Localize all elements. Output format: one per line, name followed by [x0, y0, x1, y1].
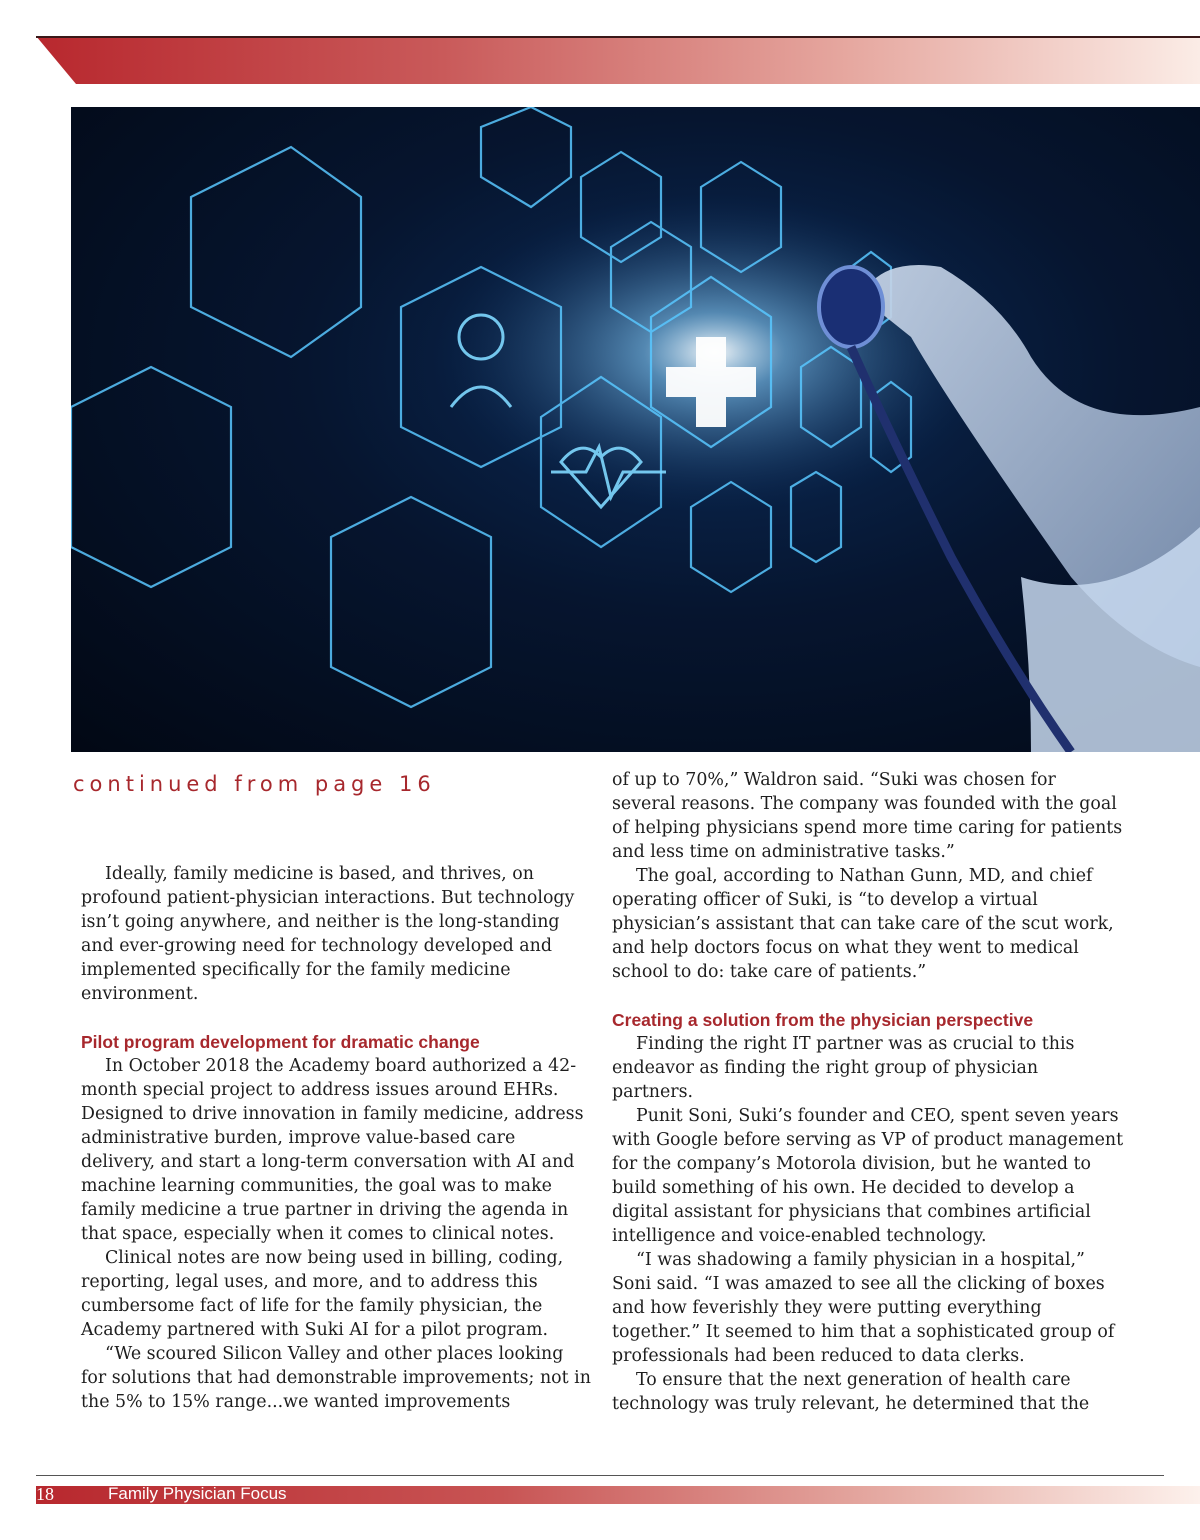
paragraph: Finding the right IT partner was as crucial to this endeavor as finding the right group of physician partners.	[612, 1034, 1075, 1102]
continued-from-label: continued from page 16	[73, 772, 436, 796]
page-number: 18	[36, 1484, 54, 1504]
header-band	[36, 36, 1200, 84]
paragraph: The goal, according to Nathan Gunn, MD, and chief operating officer of Suki, is “to develop a virtual physician’s assistant that can take care of the scut work, and help doctors focus on what they went to medical school to do: take care of patients.”	[612, 866, 1114, 982]
right-column	[612, 768, 1124, 1416]
section-heading: Pilot program development for dramatic change	[81, 1032, 480, 1052]
paragraph: of up to 70%,” Waldron said. “Suki was chosen for several reasons. The company was founded with the goal of helping physicians spend more time caring for patients and less time on administrative tasks.”	[612, 770, 1123, 862]
paragraph: To ensure that the next generation of health care technology was truly relevant, he determined that the	[612, 1370, 1090, 1414]
hero-image	[71, 107, 1200, 752]
paragraph: Ideally, family medicine is based, and thrives, on profound patient-physician interactions. But technology isn’t going anywhere, and neither is the long-standing and ever-growing need for technology developed and implemented specifically for the family medicine environment.	[81, 864, 575, 1004]
publication-name: Family Physician Focus	[108, 1484, 287, 1503]
left-column	[81, 862, 593, 1414]
paragraph: In October 2018 the Academy board authorized a 42-month special project to address issues around EHRs. Designed to drive innovation in family medicine, address administrative burden, improve value-based care delivery, and start a long-term conversation with AI and machine learning communities, the goal was to make family medicine a true partner in driving the agenda in that space, especially when it comes to clinical notes.	[81, 1056, 584, 1244]
section-heading: Creating a solution from the physician perspective	[612, 1010, 1034, 1030]
paragraph: Punit Soni, Suki’s founder and CEO, spent seven years with Google before serving as VP of product management for the company’s Motorola division, but he wanted to build something of his own. He decided to develop a digital assistant for physicians that combines artificial intelligence and voice-enabled technology.	[612, 1106, 1124, 1246]
paragraph: “We scoured Silicon Valley and other places looking for solutions that had demonstrable improvements; not in the 5% to 15% range...we wanted improvements	[81, 1344, 591, 1412]
header-rule	[36, 36, 1200, 38]
footer-rule	[36, 1475, 1164, 1476]
paragraph: Clinical notes are now being used in billing, coding, reporting, legal uses, and more, and to address this cumbersome fact of life for the family physician, the Academy partnered with Suki AI for a pilot program.	[81, 1248, 564, 1340]
paragraph: “I was shadowing a family physician in a hospital,” Soni said. “I was amazed to see all the clicking of boxes and how feverishly they were putting everything together.” It seemed to him that a sophisticated group of professionals had been reduced to data clerks.	[612, 1250, 1115, 1366]
